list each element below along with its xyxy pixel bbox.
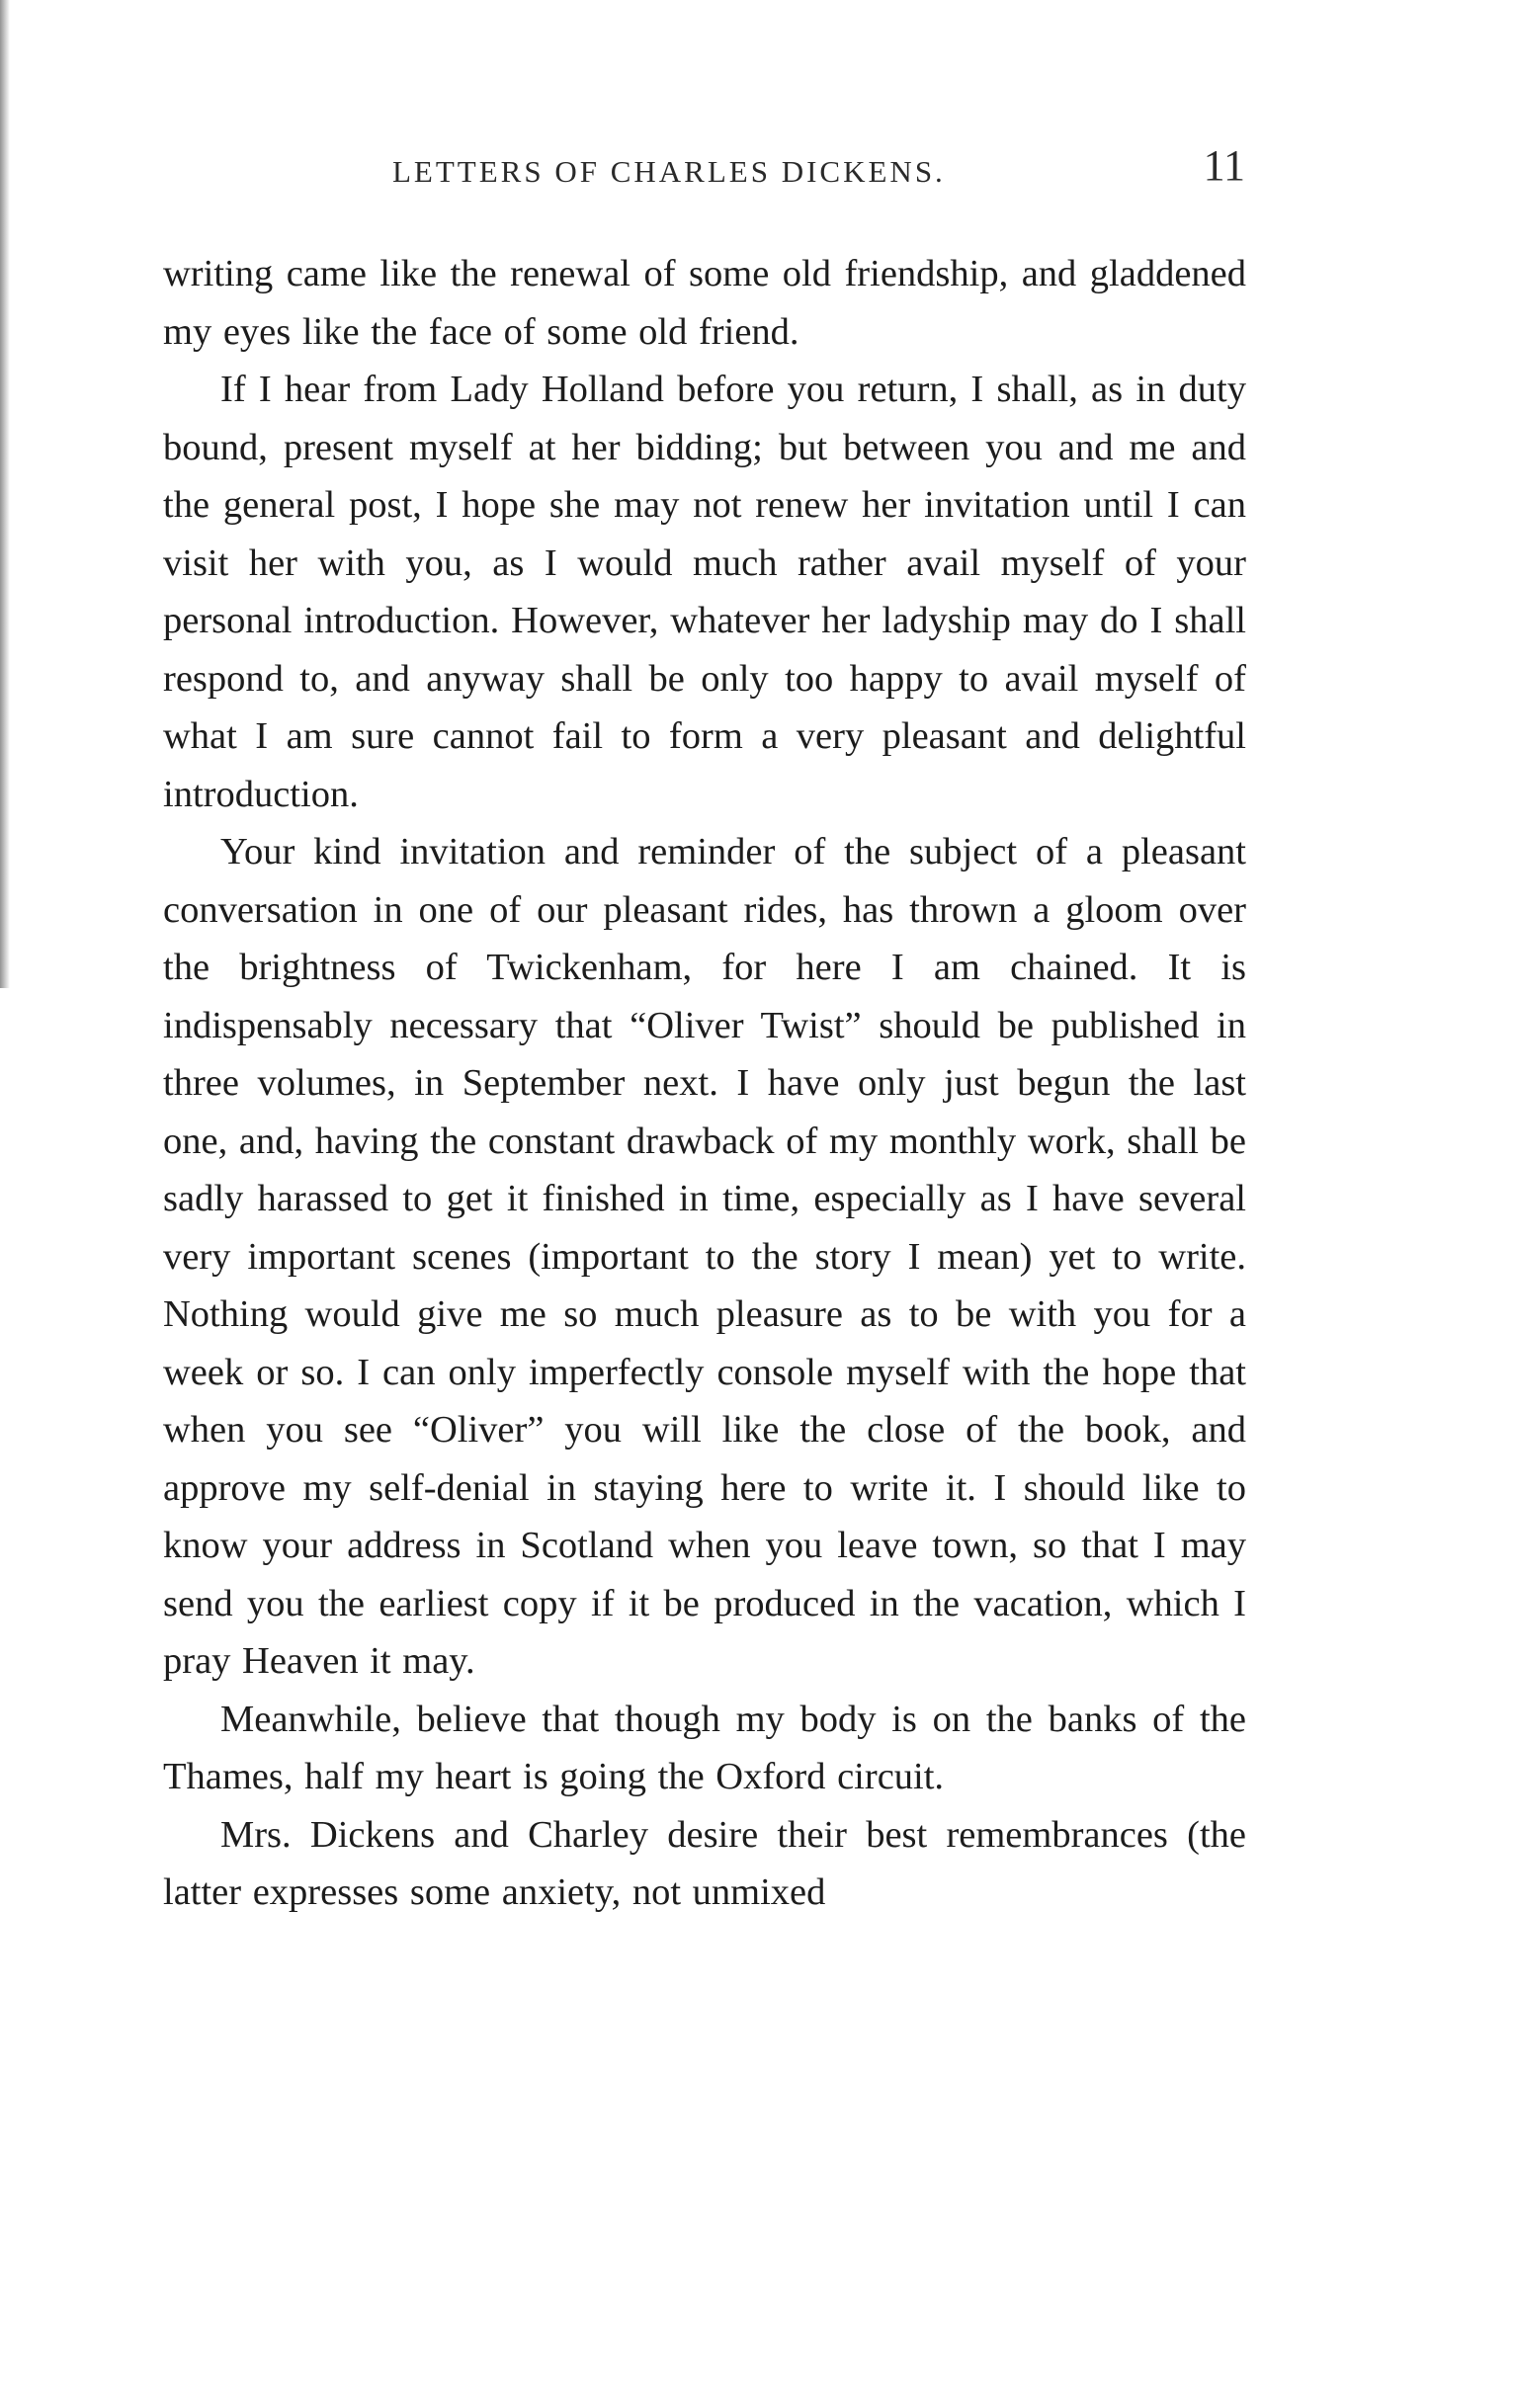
paragraph: Mrs. Dickens and Charley desire their best remembrances (the latter expresses some anxiety, not unmixed — [163, 1813, 1246, 1913]
paragraph-continuation: writing came like the renewal of some old friendship, and gladdened my eyes like the face of some old friend. — [163, 253, 1246, 353]
running-head — [163, 141, 1245, 198]
paragraph: Meanwhile, believe that though my body is on the banks of the Thames, half my heart is going the Oxford circuit. — [163, 1698, 1246, 1797]
scan-edge-shadow — [0, 0, 10, 988]
running-title: LETTERS OF CHARLES DICKENS. — [392, 154, 946, 189]
body-text — [163, 245, 1246, 1922]
paragraph: If I hear from Lady Holland before you return, I shall, as in duty bound, present myself at her bidding; but between you and me and the general post, I hope she may not renew her invitation until I can visit her with you, as I would much rather avail myself of your personal introduction. However, whatever her ladyship may do I shall respond to, and anyway shall be only too happy to avail myself of what I am sure cannot fail to form a very pleasant and delightful introduction. — [163, 369, 1246, 815]
paragraph: Your kind invitation and reminder of the subject of a pleasant conversation in one of our pleasant rides, has thrown a gloom over the brightness of Twickenham, for here I am chained. It is indispensably necessary that “Oliver Twist” should be published in three volumes, in September next. I have only just begun the last one, and, having the constant drawback of my monthly work, shall be sadly harassed to get it finished in time, especially as I have several very important scenes (important to the story I mean) yet to write. Nothing would give me so much pleasure as to be with you for a week or so. I can only imperfectly console myself with the hope that when you see “Oliver” you will like the close of the book, and approve my self-denial in staying here to write it. I should like to know your address in Scotland when you leave town, so that I may send you the earliest copy if it be produced in the vacation, which I pray Heaven it may. — [163, 831, 1246, 1682]
page-number: 11 — [1203, 141, 1245, 190]
